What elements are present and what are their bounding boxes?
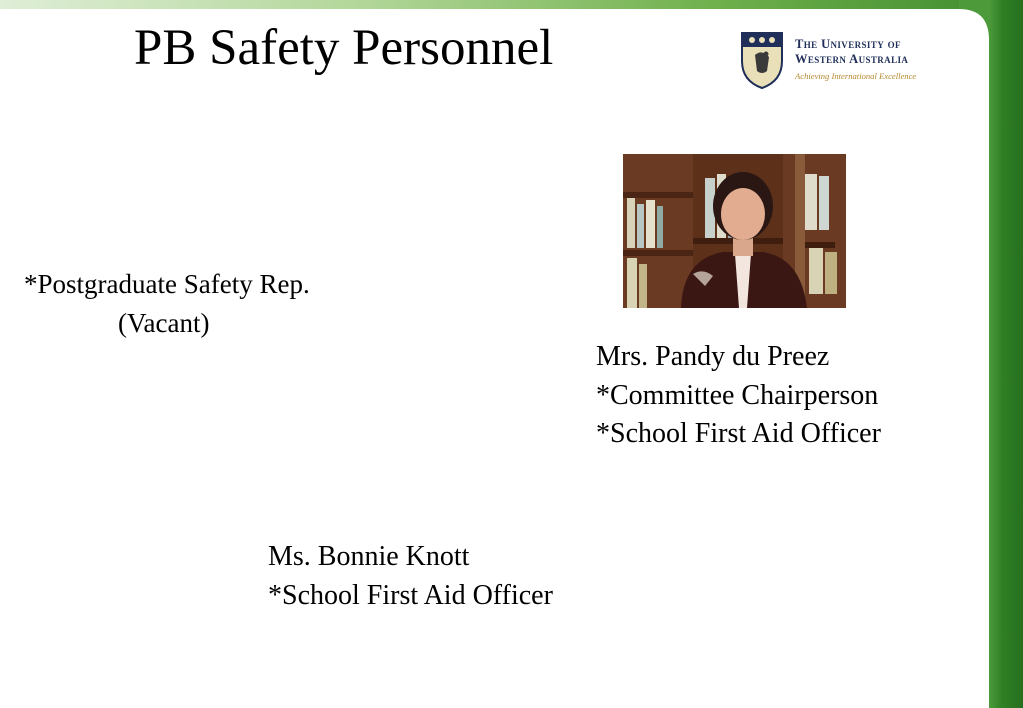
pandy-name: Mrs. Pandy du Preez <box>596 341 830 372</box>
pandy-role-chairperson: *Committee Chairperson <box>596 380 879 411</box>
logo-line-1: The University of <box>795 37 901 51</box>
crest-icon <box>739 31 785 89</box>
pandy-role-first-aid: *School First Aid Officer <box>596 418 881 449</box>
top-accent-bar <box>0 0 1023 9</box>
postgrad-rep-label: *Postgraduate Safety Rep. <box>24 269 310 299</box>
logo-tagline: Achieving International Excellence <box>795 71 917 81</box>
logo-line-2: Western Australia <box>795 52 909 66</box>
bonnie-role-first-aid: *School First Aid Officer <box>268 580 553 611</box>
right-accent-bar <box>989 0 1023 708</box>
portrait-photo <box>623 154 846 308</box>
corner-curve <box>959 0 989 40</box>
slide-title: PB Safety Personnel <box>134 20 554 76</box>
postgrad-rep-status: (Vacant) <box>118 308 210 338</box>
university-logo <box>739 31 955 91</box>
bonnie-name: Ms. Bonnie Knott <box>268 541 470 572</box>
